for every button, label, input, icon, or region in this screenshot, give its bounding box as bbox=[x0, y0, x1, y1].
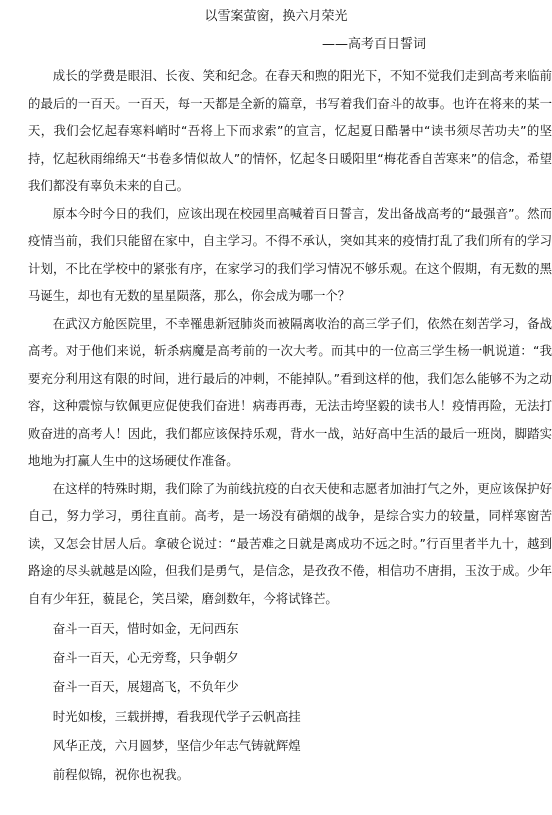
document-title: 以雪案萤窗，换六月荣光 bbox=[204, 9, 348, 24]
closing-verses bbox=[28, 614, 552, 789]
paragraph: 原本今时今日的我们，应该出现在校园里高喊着百日誓言，发出备战高考的“最强音”。然而疫情当前，我们只能留在家中，自主学习。不得不承认，突如其来的疫情打乱了我们所有的学习计划，不比在学校中的紧张有序，在家学习的我们学习情况不够乐观。在这个假期，有无数的黑马诞生，却也有无数的星星陨落，那么，你会成为哪一个？ bbox=[28, 205, 552, 303]
document-subtitle: ——高考百日誓词 bbox=[321, 37, 426, 52]
closing-line: 奋斗一百天，惜时如金，无问西东 bbox=[52, 621, 239, 636]
closing-line: 前程似锦，祝你也祝我。 bbox=[52, 767, 190, 783]
closing-line: 时光如梭，三载拼搏，看我现代学子云帆高挂 bbox=[52, 708, 301, 724]
paragraph: 成长的学费是眼泪、长夜、笑和纪念。在春天和煦的阳光下，不知不觉我们走到高考来临前的最后的一百天。一百天，每一天都是全新的篇章，书写着我们奋斗的故事。也许在将来的某一天，我们会忆起春寒料峭时“吾将上下而求索”的宣言，忆起夏日酷暑中“读书须尽苦功夫”的坚持，忆起秋雨绵绵天“书卷多情似故人”的情怀，忆起冬日暖阳里“梅花香自苦寒来”的信念，希望我们都没有辜负未来的自己。 bbox=[28, 68, 552, 193]
closing-line: 奋斗一百天，心无旁骛，只争朝夕 bbox=[52, 650, 239, 666]
paragraph: 在武汉方舱医院里，不幸罹患新冠肺炎而被隔离收治的高三学子们，依然在刻苦学习，备战高考。对于他们来说，斩杀病魔是高考前的一次大考。而其中的一位高三学生杨一帆说道：“我要充分利用这有限的时间，进行最后的冲刺，不能掉队。”看到这样的他，我们怎么能够不为之动容，这种震惊与钦佩更应促使我们奋进！病毒再毒，无法击垮坚毅的读书人！疫情再险，无法打败奋进的高考人！因此，我们都应该保持乐观，背水一战，站好高中生活的最后一班岗，脚踏实地地为打赢人生中的这场硬仗作准备。 bbox=[28, 315, 552, 468]
closing-line: 奋斗一百天，展翅高飞，不负年少 bbox=[52, 679, 239, 695]
closing-line: 风华正茂，六月圆梦，坚信少年志气铸就辉煌 bbox=[52, 737, 301, 753]
paragraph: 在这样的特殊时期，我们除了为前线抗疫的白衣天使和志愿者加油打气之外，更应该保护好自己，努力学习，勇往直前。高考，是一场没有硝烟的战争，是综合实力的较量，同样寒窗苦读，又怎会甘居人后。拿破仑说过：“最苦难之日就是离成功不远之时。”行百里者半九十，越到路途的尽头就越是凶险，但我们是勇气，是信念，是孜孜不倦，相信功不唐捐，玉汝于成。少年自有少年狂，藐昆仑，笑吕梁，磨剑数年，今将试锋芒。 bbox=[28, 480, 552, 606]
document-body bbox=[28, 62, 552, 789]
